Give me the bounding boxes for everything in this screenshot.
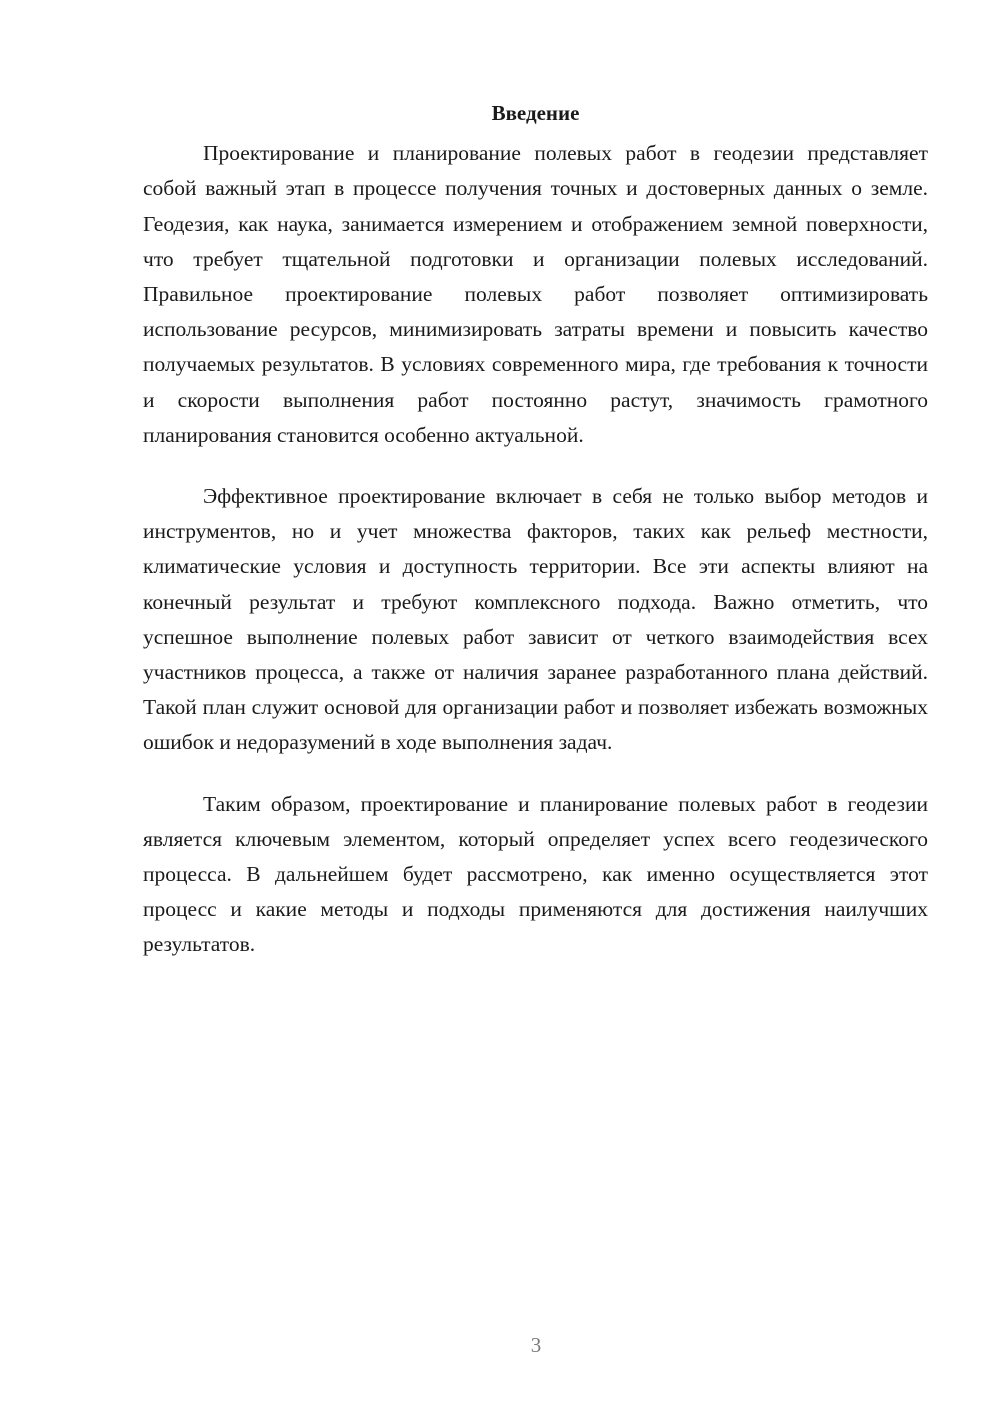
page-content (143, 96, 928, 963)
paragraph-1: Проектирование и планирование полевых работ в геодезии представляет собой важный этап в процессе получения точных и достоверных данных о земле. Геодезия, как наука, занимается измерением и отображением земной поверхности, что требует тщательной подготовки и организации полевых исследований. Правильное проектирование полевых работ позволяет оптимизировать использование ресурсов, минимизировать затраты времени и повысить качество получаемых результатов. В условиях современного мира, где требования к точности и скорости выполнения работ постоянно растут, значимость грамотного планирования становится особенно актуальной. (143, 141, 928, 447)
section-heading: Введение (491, 101, 580, 125)
page-number: 3 (530, 1333, 542, 1357)
paragraph-2: Эффективное проектирование включает в себя не только выбор методов и инструментов, но и учет множества факторов, таких как рельеф местности, климатические условия и доступность территории. Все эти аспекты влияют на конечный результат и требуют комплексного подхода. Важно отметить, что успешное выполнение полевых работ зависит от четкого взаимодействия всех участников процесса, а также от наличия заранее разработанного плана действий. Такой план служит основой для организации работ и позволяет избежать возможных ошибок и недоразумений в ходе выполнения задач. (143, 484, 928, 755)
paragraph-3: Таким образом, проектирование и планирование полевых работ в геодезии является ключевым элементом, который определяет успех всего геодезического процесса. В дальнейшем будет рассмотрено, как именно осуществляется этот процесс и какие методы и подходы применяются для достижения наилучших результатов. (143, 791, 928, 957)
